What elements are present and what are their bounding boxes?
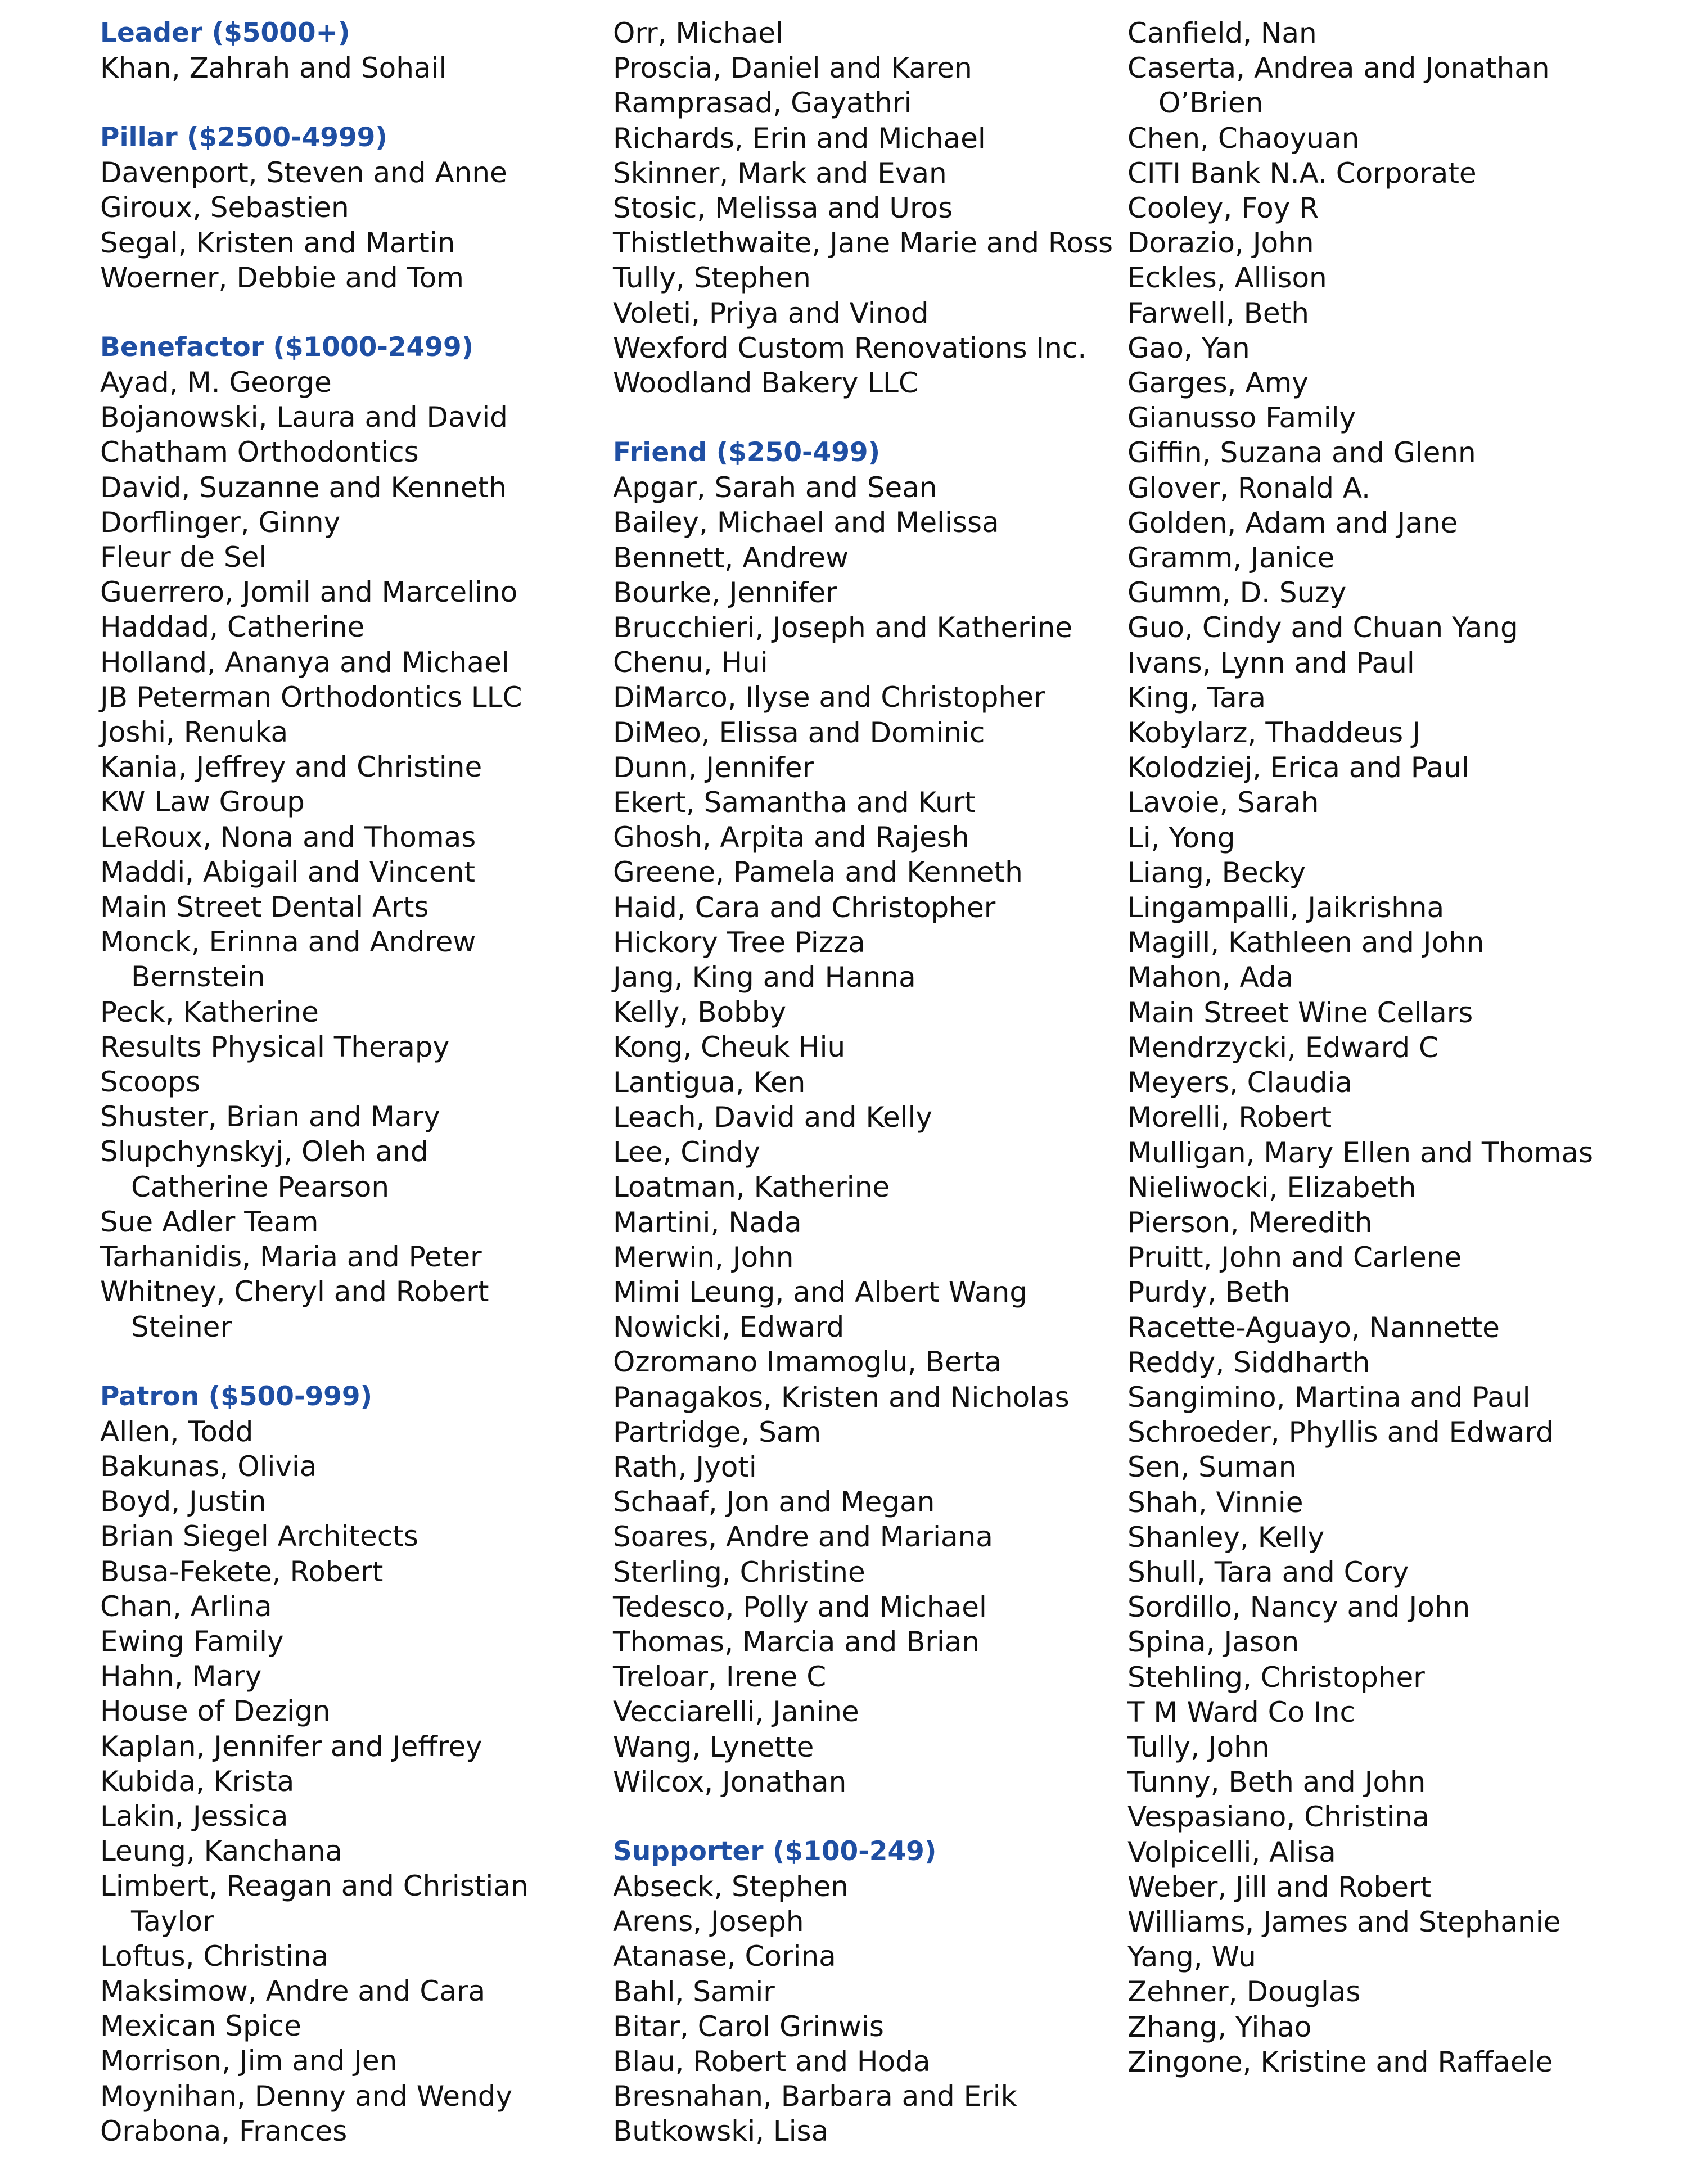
tier-heading: Pillar ($2500-4999) (100, 122, 387, 154)
donor-name: Nieliwocki, Elizabeth (1127, 1171, 1417, 1204)
donor-name: Sordillo, Nancy and John (1127, 1591, 1471, 1624)
donor-name: Apgar, Sarah and Sean (613, 471, 937, 504)
donor-name: Canfield, Nan (1127, 17, 1317, 49)
donor-name: Pruitt, John and Carlene (1127, 1241, 1462, 1274)
donor-name: DiMarco, Ilyse and Christopher (613, 681, 1045, 714)
donor-name: Steiner (131, 1310, 232, 1343)
donor-name: Ozromano Imamoglu, Berta (613, 1346, 1002, 1379)
donor-name: House of Dezign (100, 1695, 331, 1728)
donor-name: Thistlethwaite, Jane Marie and Ross (613, 227, 1113, 260)
donor-name: Kobylarz, Thaddeus J (1127, 716, 1420, 750)
donor-name: Zehner, Douglas (1127, 1975, 1361, 2009)
donor-name: CITI Bank N.A. Corporate (1127, 156, 1477, 189)
donor-group (100, 330, 601, 1344)
donor-name: Orabona, Frances (100, 2114, 348, 2147)
column-1 (100, 16, 601, 2183)
donor-name: Kaplan, Jennifer and Jeffrey (100, 1730, 482, 1763)
donor-name: Busa-Fekete, Robert (100, 1555, 384, 1588)
donor-name: Morrison, Jim and Jen (100, 2045, 398, 2078)
donor-name: Kubida, Krista (100, 1765, 295, 1798)
donor-name: Giffin, Suzana and Glenn (1127, 436, 1476, 470)
donor-name: Richards, Erin and Michael (613, 121, 986, 155)
donor-name: Woodland Bakery LLC (613, 367, 918, 400)
donor-name: Gramm, Janice (1127, 542, 1335, 575)
donor-name: Bailey, Michael and Melissa (613, 506, 999, 539)
donor-name: Skinner, Mark and Evan (613, 156, 947, 189)
donor-name: Chen, Chaoyuan (1127, 121, 1360, 155)
donor-name: Woerner, Debbie and Tom (100, 261, 464, 294)
donor-group (613, 1834, 1113, 2149)
tier-heading: Patron ($500-999) (100, 1380, 373, 1412)
donor-name: Glover, Ronald A. (1127, 471, 1371, 504)
donor-name: Tunny, Beth and John (1127, 1766, 1426, 1799)
donor-name: Cooley, Foy R (1127, 192, 1319, 225)
donor-name: Zingone, Kristine and Raffaele (1127, 2045, 1553, 2078)
donor-name: Bojanowski, Laura and David (100, 401, 508, 434)
donor-name: Zhang, Yihao (1127, 2010, 1312, 2043)
donor-name: Stosic, Melissa and Uros (613, 192, 953, 225)
donor-name: Maddi, Abigail and Vincent (100, 855, 476, 888)
donor-name: Magill, Kathleen and John (1127, 926, 1485, 959)
donor-name: Martini, Nada (613, 1206, 802, 1239)
donor-name: Lantigua, Ken (613, 1066, 806, 1099)
donor-name: Gao, Yan (1127, 331, 1250, 364)
donor-name: Blau, Robert and Hoda (613, 2045, 931, 2078)
donor-name: Limbert, Reagan and Christian (100, 1870, 529, 1903)
donor-name: Leach, David and Kelly (613, 1100, 932, 1134)
donor-name: Morelli, Robert (1127, 1101, 1332, 1134)
donor-name: Chatham Orthodontics (100, 436, 419, 469)
donor-name: Catherine Pearson (131, 1170, 390, 1203)
donor-name: Bahl, Samir (613, 1975, 775, 2008)
donor-name: Mexican Spice (100, 2010, 301, 2043)
donor-name: Fleur de Sel (100, 541, 267, 574)
donor-name: Mimi Leung, and Albert Wang (613, 1275, 1028, 1308)
donor-name: Bennett, Andrew (613, 541, 849, 574)
donor-name: Jang, King and Hanna (613, 961, 916, 994)
donor-name: Caserta, Andrea and Jonathan (1127, 52, 1550, 85)
donor-group (613, 16, 1113, 400)
donor-name: Dorflinger, Ginny (100, 506, 341, 539)
donor-name: Sangimino, Martina and Paul (1127, 1380, 1531, 1414)
donor-name: Weber, Jill and Robert (1127, 1870, 1432, 1903)
donor-name: Whitney, Cheryl and Robert (100, 1275, 489, 1308)
donor-name: Eckles, Allison (1127, 261, 1327, 295)
donor-name: Sue Adler Team (100, 1205, 319, 1238)
donor-name: Brian Siegel Architects (100, 1520, 418, 1553)
donor-name: Davenport, Steven and Anne (100, 156, 507, 189)
column-3 (1127, 16, 1628, 2114)
donor-name: Lakin, Jessica (100, 1799, 288, 1833)
donor-name: Chenu, Hui (613, 646, 768, 679)
donor-name: Bresnahan, Barbara and Erik (613, 2080, 1017, 2113)
donor-name: LeRoux, Nona and Thomas (100, 820, 476, 854)
donor-name: Haid, Cara and Christopher (613, 891, 996, 924)
donor-name: Schaaf, Jon and Megan (613, 1486, 935, 1519)
donor-name: Garges, Amy (1127, 367, 1309, 400)
donor-name: Monck, Erinna and Andrew (100, 926, 476, 959)
donor-name: Allen, Todd (100, 1415, 254, 1448)
tier-heading: Leader ($5000+) (100, 17, 350, 48)
donor-name: Gumm, D. Suzy (1127, 576, 1347, 610)
donor-name: Ivans, Lynn and Paul (1127, 646, 1415, 679)
donor-name: Nowicki, Edward (613, 1311, 845, 1344)
donor-name: Tedesco, Polly and Michael (613, 1590, 987, 1623)
donor-name: Dorazio, John (1127, 227, 1314, 260)
donor-name: Guerrero, Jomil and Marcelino (100, 576, 518, 609)
donor-name: Pierson, Meredith (1127, 1206, 1373, 1239)
donor-name: JB Peterman Orthodontics LLC (100, 680, 522, 714)
donor-name: Loftus, Christina (100, 1939, 329, 1973)
donor-name: Main Street Dental Arts (100, 891, 429, 924)
donor-name: Giroux, Sebastien (100, 191, 349, 224)
donor-name: Brucchieri, Joseph and Katherine (613, 611, 1073, 644)
donor-name: Lavoie, Sarah (1127, 786, 1319, 819)
donor-name: Ayad, M. George (100, 366, 332, 399)
donor-name: Moynihan, Denny and Wendy (100, 2079, 513, 2113)
donor-name: Voleti, Priya and Vinod (613, 296, 929, 330)
donor-name: Lingampalli, Jaikrishna (1127, 891, 1445, 924)
donor-name: Joshi, Renuka (100, 716, 288, 749)
donor-name: Maksimow, Andre and Cara (100, 1974, 486, 2007)
donor-name: Spina, Jason (1127, 1626, 1300, 1659)
donor-name: Schroeder, Phyllis and Edward (1127, 1416, 1554, 1449)
tier-heading: Supporter ($100-249) (613, 1835, 937, 1867)
donor-name: Bourke, Jennifer (613, 576, 837, 609)
donor-name: Yang, Wu (1127, 1941, 1256, 1974)
donor-name: Kania, Jeffrey and Christine (100, 751, 482, 784)
donor-name: Sen, Suman (1127, 1451, 1297, 1484)
donor-name: Ekert, Samantha and Kurt (613, 786, 976, 819)
donor-name: Bakunas, Olivia (100, 1450, 317, 1483)
donor-name: Lee, Cindy (613, 1136, 761, 1169)
donor-name: Racette-Aguayo, Nannette (1127, 1311, 1500, 1344)
donor-name: Bernstein (131, 960, 265, 994)
donor-group (1127, 16, 1628, 2079)
donor-name: Proscia, Daniel and Karen (613, 52, 972, 85)
tier-heading: Benefactor ($1000-2499) (100, 332, 474, 363)
donor-name: Segal, Kristen and Martin (100, 226, 455, 259)
donor-name: Atanase, Corina (613, 1940, 836, 1973)
donor-name: Merwin, John (613, 1240, 794, 1274)
donor-group (100, 1379, 601, 2149)
donor-name: Li, Yong (1127, 821, 1235, 854)
donor-name: Scoops (100, 1066, 201, 1099)
donor-name: O’Brien (1158, 87, 1264, 120)
donor-name: Chan, Arlina (100, 1590, 272, 1623)
donor-name: Partridge, Sam (613, 1415, 822, 1449)
donor-name: Khan, Zahrah and Sohail (100, 52, 447, 84)
donor-name: David, Suzanne and Kenneth (100, 471, 507, 504)
donor-name: Wilcox, Jonathan (613, 1765, 847, 1798)
donor-name: Volpicelli, Alisa (1127, 1835, 1336, 1869)
donor-name: Vecciarelli, Janine (613, 1695, 859, 1729)
donor-name: Rath, Jyoti (613, 1450, 757, 1483)
donor-group (100, 120, 601, 295)
donor-name: Loatman, Katherine (613, 1171, 890, 1204)
tier-heading: Friend ($250-499) (613, 437, 881, 468)
donor-name: Boyd, Justin (100, 1485, 267, 1518)
donor-name: KW Law Group (100, 786, 305, 819)
donor-name: Wexford Custom Renovations Inc. (613, 331, 1087, 364)
donor-name: Kelly, Bobby (613, 996, 787, 1029)
donor-name: Shull, Tara and Cory (1127, 1555, 1409, 1589)
donor-name: Haddad, Catherine (100, 611, 365, 644)
donor-name: Tarhanidis, Maria and Peter (100, 1240, 482, 1274)
donor-name: Reddy, Siddharth (1127, 1346, 1370, 1379)
donor-name: Main Street Wine Cellars (1127, 996, 1473, 1029)
donor-name: King, Tara (1127, 681, 1266, 714)
donor-name: Tully, Stephen (613, 261, 811, 295)
donor-name: Hickory Tree Pizza (613, 926, 865, 959)
donor-name: Abseck, Stephen (613, 1870, 849, 1903)
donor-name: T M Ward Co Inc (1127, 1695, 1355, 1729)
donor-name: Liang, Becky (1127, 856, 1306, 889)
donor-name: Panagakos, Kristen and Nicholas (613, 1380, 1070, 1414)
donor-name: Wang, Lynette (613, 1730, 814, 1763)
donor-name: Greene, Pamela and Kenneth (613, 856, 1023, 889)
donor-name: Slupchynskyj, Oleh and (100, 1135, 428, 1168)
donor-name: Ewing Family (100, 1625, 284, 1658)
donor-name: Results Physical Therapy (100, 1030, 450, 1063)
donor-name: DiMeo, Elissa and Dominic (613, 716, 985, 749)
donor-name: Kolodziej, Erica and Paul (1127, 751, 1469, 784)
donor-name: Gianusso Family (1127, 401, 1356, 435)
donor-name: Kong, Cheuk Hiu (613, 1031, 846, 1064)
donor-name: Dunn, Jennifer (613, 751, 814, 784)
donor-name: Golden, Adam and Jane (1127, 506, 1458, 539)
donor-name: Bitar, Carol Grinwis (613, 2010, 884, 2043)
donor-name: Shuster, Brian and Mary (100, 1100, 440, 1134)
donor-name: Sterling, Christine (613, 1555, 865, 1589)
donor-name: Ramprasad, Gayathri (613, 87, 912, 120)
donor-name: Butkowski, Lisa (613, 2115, 829, 2148)
donor-name: Williams, James and Stephanie (1127, 1905, 1561, 1938)
donor-name: Mulligan, Mary Ellen and Thomas (1127, 1136, 1594, 1169)
donor-name: Tully, John (1127, 1730, 1270, 1763)
donor-name: Mendrzycki, Edward C (1127, 1031, 1438, 1064)
donor-name: Thomas, Marcia and Brian (613, 1625, 980, 1658)
column-2 (613, 16, 1113, 2184)
donor-name: Arens, Joseph (613, 1905, 804, 1938)
donor-name: Taylor (131, 1905, 214, 1938)
donor-name: Soares, Andre and Mariana (613, 1520, 993, 1554)
donor-name: Holland, Ananya and Michael (100, 646, 509, 679)
donor-name: Peck, Katherine (100, 995, 319, 1028)
donor-group (613, 435, 1113, 1799)
donor-name: Shanley, Kelly (1127, 1520, 1325, 1554)
donor-name: Vespasiano, Christina (1127, 1801, 1430, 1834)
donor-name: Meyers, Claudia (1127, 1066, 1353, 1099)
donor-name: Leung, Kanchana (100, 1835, 343, 1868)
donor-name: Purdy, Beth (1127, 1276, 1291, 1309)
donor-name: Stehling, Christopher (1127, 1660, 1425, 1694)
donor-name: Hahn, Mary (100, 1660, 262, 1693)
donor-name: Treloar, Irene C (613, 1660, 827, 1694)
donor-name: Mahon, Ada (1127, 961, 1294, 994)
donor-group (100, 16, 601, 85)
donor-name: Ghosh, Arpita and Rajesh (613, 821, 969, 854)
donor-name: Farwell, Beth (1127, 296, 1309, 330)
donor-name: Shah, Vinnie (1127, 1486, 1303, 1519)
donor-name: Orr, Michael (613, 17, 783, 49)
donor-name: Guo, Cindy and Chuan Yang (1127, 611, 1518, 644)
